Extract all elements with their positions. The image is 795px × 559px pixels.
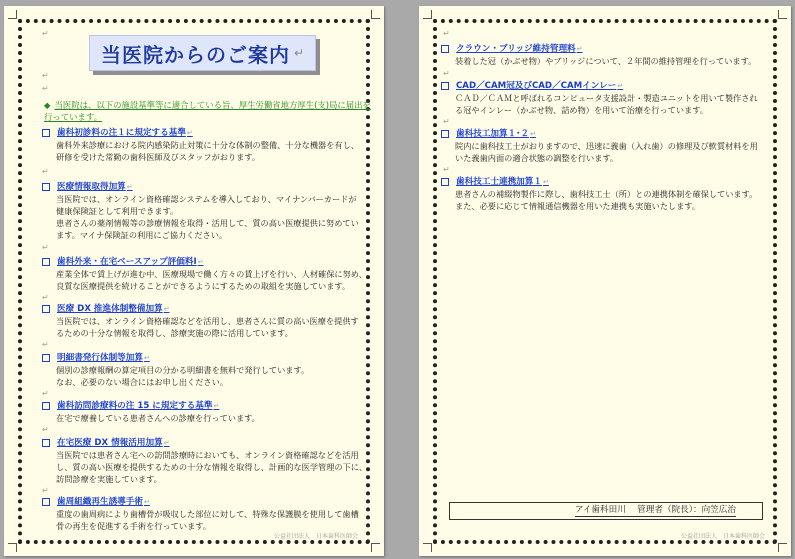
paragraph-mark: ↵	[42, 84, 49, 93]
notice-text: 当医院は、以下の施設基準等に適合している旨、厚生労働省地方厚生(支)局に届出を行っています。	[44, 100, 371, 122]
item-body: 当医院では、オンライン資格確認などを活用し、患者さんに質の高い医療を提供す るための十分な情報を取得し、診療実施の際に活用しています。	[56, 316, 359, 338]
list-item: クラウン・ブリッジ維持管理料 ↵ 装着した冠（かぶせ物）やブリッジについて、２年間の維持管理を行っています。	[441, 43, 771, 67]
crop-mark	[778, 10, 787, 19]
paragraph-mark: ↵	[42, 29, 49, 38]
item-heading: 歯科訪問診療料の注 15 に規定する基準	[57, 401, 213, 411]
item-heading: 在宅医療 DX 情報活用加算	[57, 438, 163, 448]
checkbox-bullet-icon	[42, 183, 50, 191]
list-item: 歯科技工士連携加算１ ↵ 患者さんの補綴物製作に際し、歯科技工士（所）との連携体制を確保しています。 また、必要に応じて情報通信機器を用いた連携も実施いたします。	[441, 176, 771, 212]
list-item: 歯科技工加算１･２ ↵ 院内に歯科技工士がおりますので、迅速に義歯（入れ歯）の修理及び軟質材料を用 いた義歯内面の適合状態の調整を行います。	[441, 128, 771, 164]
paragraph-mark: ↵	[42, 293, 49, 302]
crop-mark	[371, 10, 380, 19]
paragraph-mark: ↵	[42, 340, 49, 349]
paragraph-mark: ↵	[443, 165, 450, 174]
paragraph-mark: ↵	[42, 486, 49, 495]
list-item: 歯科初診料の注１に規定する基準 ↵ 歯科外来診療における院内感染防止対策に十分な体制の整備、十分な機器を有し、 研修を受けた常勤の歯科医師及びスタッフがおります。	[42, 127, 372, 163]
item-heading: 歯科技工加算１･２	[456, 129, 530, 139]
checkbox-bullet-icon	[42, 439, 50, 447]
crop-mark	[8, 543, 17, 552]
checkbox-bullet-icon	[441, 45, 449, 53]
list-item: 医療 DX 推進体制整備加算 ↵ 当医院では、オンライン資格確認などを活用し、患者さんに質の高い医療を提供す るための十分な情報を取得し、診療実施の際に活用しています。	[42, 303, 372, 339]
paragraph-mark: ↵	[42, 167, 49, 176]
item-heading: クラウン・ブリッジ維持管理料	[456, 44, 576, 54]
item-heading: 歯科初診料の注１に規定する基準	[57, 128, 186, 138]
list-item: CAD／CAM冠及びCAD／CAMインレー ↵ ＣＡＤ／ＣＡＭと呼ばれるコンピュータ支援設計・製造ユニットを用いて製作され る冠やインレー（かぶせ物、詰め物）を用いて治療を行っています。	[441, 80, 771, 116]
paragraph-mark: ↵	[443, 117, 450, 126]
title-banner	[89, 35, 316, 71]
item-heading: 医療情報取得加算	[57, 182, 126, 192]
crop-mark	[8, 10, 17, 19]
list-item: 歯周組織再生誘導手術 ↵ 重度の歯周病により歯槽骨が吸収した部位に対して、特殊な保護膜を使用して歯槽 骨の再生を促進する手術を行っています。	[42, 496, 372, 532]
clinic-signature: アイ歯科田川 管理者（院長）：向笠広治	[575, 505, 736, 515]
checkbox-bullet-icon	[42, 258, 50, 266]
item-body: 個別の診療報酬の算定項目の分かる明細書を無料で発行しています。 なお、必要のない場合にはお申し出ください。	[56, 365, 310, 387]
item-heading: 歯周組織再生誘導手術	[57, 497, 143, 507]
item-heading: 医療 DX 推進体制整備加算	[57, 304, 163, 314]
paragraph-mark: ↵	[42, 425, 49, 434]
paragraph-mark: ↵	[293, 46, 305, 60]
list-item: 在宅医療 DX 情報活用加算 ↵ 当医院では患者さん宅への訪問診療時においても、オンライン資格確認などを活用 し、質の高い医療を提供するための十分な情報を取得し、計画的な医学管理の下に、 訪問診療を実施しています。	[42, 437, 372, 485]
item-heading: 歯科外来・在宅ベースアップ評価料Ⅰ	[57, 257, 197, 267]
paragraph-mark: ↵	[443, 29, 450, 38]
checkbox-bullet-icon	[42, 498, 50, 506]
item-body: 患者さんの補綴物製作に際し、歯科技工士（所）との連携体制を確保しています。 また、必要に応じて情報通信機器を用いた連携も実施いたします。	[455, 189, 758, 211]
item-heading: 明細書発行体制等加算	[57, 353, 143, 363]
checkbox-bullet-icon	[441, 82, 449, 90]
list-item: 歯科訪問診療料の注 15 に規定する基準 ↵ 在宅で療養している患者さんへの診療を行っています。	[42, 400, 372, 424]
item-heading: 歯科技工士連携加算１	[456, 177, 542, 187]
diamond-bullet-icon: ◆	[44, 100, 51, 110]
checkbox-bullet-icon	[42, 129, 50, 137]
item-body: 重度の歯周病により歯槽骨が吸収した部位に対して、特殊な保護膜を使用して歯槽 骨の再生を促進する手術を行っています。	[56, 509, 359, 531]
list-item: 歯科外来・在宅ベースアップ評価料Ⅰ ↵ 産業全体で賃上げが進む中、医療現場で働く方々の賃上げを行い、人材確保に努め、 良質な医療提供を続けることができるようにするための取組を実施しています。	[42, 256, 372, 292]
item-body: 装着した冠（かぶせ物）やブリッジについて、２年間の維持管理を行っています。	[455, 56, 757, 66]
crop-mark	[423, 10, 432, 19]
document-page-left	[4, 6, 384, 556]
footer-credit: 公益社団法人 日本歯科医師会	[680, 533, 765, 540]
checkbox-bullet-icon	[441, 178, 449, 186]
paragraph-mark: ↵	[42, 243, 49, 252]
paragraph-mark: ↵	[42, 71, 49, 80]
item-body: 当医院では、オンライン資格確認システムを導入しており、マイナンバーカードが 健康保険証として利用できます。 患者さんの薬剤情報等の診療情報を取得・活用して、質の高い医療提供に努めてい ます。マイナ保険証の利用にご協力ください。	[56, 194, 359, 240]
item-body: 在宅で療養している患者さんへの診療を行っています。	[56, 413, 260, 423]
item-body: 歯科外来診療における院内感染防止対策に十分な体制の整備、十分な機器を有し、 研修を受けた常勤の歯科医師及びスタッフがおります。	[56, 140, 359, 162]
checkbox-bullet-icon	[441, 130, 449, 138]
crop-mark	[371, 543, 380, 552]
document-page-right	[419, 6, 791, 556]
item-body: ＣＡＤ／ＣＡＭと呼ばれるコンピュータ支援設計・製造ユニットを用いて製作され る冠やインレー（かぶせ物、詰め物）を用いて治療を行っています。	[455, 93, 758, 115]
footer-credit: 公益社団法人 日本歯科医師会	[273, 533, 358, 540]
paragraph-mark: ↵	[42, 389, 49, 398]
checkbox-bullet-icon	[42, 305, 50, 313]
list-item: 明細書発行体制等加算 ↵ 個別の診療報酬の算定項目の分かる明細書を無料で発行しています。 なお、必要のない場合にはお申し出ください。	[42, 352, 372, 388]
checkbox-bullet-icon	[42, 402, 50, 410]
page-title: 当医院からのご案内	[100, 42, 290, 67]
item-body: 院内に歯科技工士がおりますので、迅速に義歯（入れ歯）の修理及び軟質材料を用 いた義歯内面の適合状態の調整を行います。	[455, 141, 758, 163]
checkbox-bullet-icon	[42, 354, 50, 362]
item-body: 産業全体で賃上げが進む中、医療現場で働く方々の賃上げを行い、人材確保に努め、 良質な医療提供を続けることができるようにするための取組を実施しています。	[56, 269, 367, 291]
facility-notice	[44, 99, 374, 123]
crop-mark	[423, 543, 432, 552]
signature-box	[449, 502, 763, 520]
item-body: 当医院では患者さん宅への訪問診療時においても、オンライン資格確認などを活用 し、質の高い医療を提供するための十分な情報を取得し、計画的な医学管理の下に、 訪問診療を実施しています。	[56, 450, 368, 484]
crop-mark	[778, 543, 787, 552]
list-item: 医療情報取得加算 ↵ 当医院では、オンライン資格確認システムを導入しており、マイナンバーカードが 健康保険証として利用できます。 患者さんの薬剤情報等の診療情報を取得・活用して、質の高い医療提供に努めてい ます。マイナ保険証の利用にご協力ください。	[42, 181, 372, 241]
paragraph-mark: ↵	[443, 69, 450, 78]
item-heading: CAD／CAM冠及びCAD／CAMインレー	[456, 81, 617, 91]
